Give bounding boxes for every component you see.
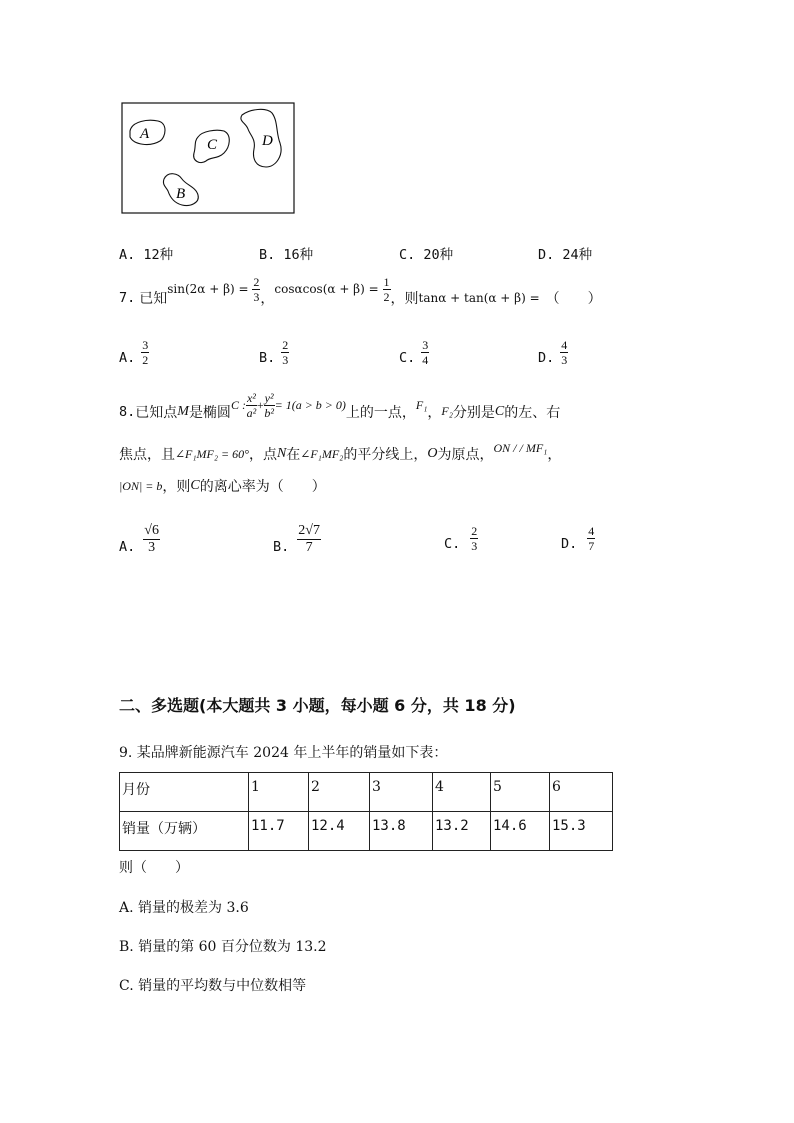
table-row — [120, 773, 613, 812]
q7-stem: 7. 已知 sin(2α + β) = $\frac{2}{3}$ ， cosαcos(α + β) = $\frac{1}{2}$ ，则 tanα + tan(α + β) = （ ） — [119, 275, 602, 307]
table-cell-month: 3 — [370, 773, 433, 812]
q9-then: 则（ ） — [119, 860, 189, 876]
q8-option-a: A. $\frac{√6}{3}$ — [119, 523, 159, 555]
table-cell-sales: 12.4 — [309, 812, 370, 851]
q7-cond1: sin(2α + β) = $\frac{2}{3}$ — [167, 275, 260, 304]
q7-number: 7. — [119, 289, 136, 306]
q8-option-d: D. $\frac{4}{7}$ — [561, 524, 595, 553]
q7-option-a: A. $\frac{3}{2}$ — [119, 338, 149, 367]
q7-prefix: 已知 — [139, 290, 168, 307]
q6-option-b: B. 16种 — [259, 247, 314, 263]
q6-option-c: C. 20种 — [399, 247, 454, 263]
table-cell-month: 6 — [550, 773, 613, 812]
table-cell-month: 1 — [249, 773, 309, 812]
table-row — [120, 812, 613, 851]
table-cell-sales: 13.8 — [370, 812, 433, 851]
q8-option-b: B. $\frac{2√7}{7}$ — [273, 523, 320, 555]
q9-option-c: C. 销量的平均数与中位数相等 — [119, 978, 307, 994]
q6-option-d: D. 24种 — [538, 247, 593, 263]
q8-line-2: 焦点，且 ∠F₁MF₂ = 60° ，点 N 在 ∠F₁MF₂ 的平分线上， O 为原点， ON / / MF₁ ， — [119, 440, 562, 463]
q8-option-c: C. $\frac{2}{3}$ — [444, 524, 478, 553]
q7-blank: （ ） — [545, 290, 602, 307]
q9-stem: 9. 某品牌新能源汽车 2024 年上半年的销量如下表： — [119, 745, 448, 761]
table-cell-sales-label: 销量（万辆） — [120, 812, 249, 851]
region-map-figure — [120, 101, 298, 215]
q8-ellipse-equation: C : $\frac{\text{x²}}{\text{a²}}$ + $\frac{\text{y²}}{\text{b²}}$ = 1(a > b > 0) — [230, 391, 346, 420]
section-2-title: 二、多选题(本大题共 3 小题，每小题 6 分，共 18 分) — [119, 696, 516, 715]
sales-table — [119, 772, 613, 851]
region-d-label: D — [262, 133, 273, 149]
q8-line-1: 8. 已知点 M 是椭圆 C : $\frac{\text{x²}}{\text{a²}}$ + $\frac{\text{y²}}{\text{b²}}$ = 1(a > b > 0) 上的一点， F₁ ， F₂ 分别是 C 的左、右 — [119, 391, 561, 421]
q7-expr: tanα + tan(α + β) = — [418, 290, 540, 305]
q6-option-a: A. 12种 — [119, 247, 174, 263]
table-cell-sales: 11.7 — [249, 812, 309, 851]
table-cell-sales: 15.3 — [550, 812, 613, 851]
q9-option-a: A. 销量的极差为 3.6 — [119, 900, 249, 916]
region-d-shape — [241, 109, 281, 167]
table-cell-month: 4 — [433, 773, 491, 812]
table-cell-sales: 13.2 — [433, 812, 491, 851]
table-cell-month: 2 — [309, 773, 370, 812]
q7-cond2: cosαcos(α + β) = $\frac{1}{2}$ — [274, 275, 390, 304]
table-cell-month-label: 月份 — [120, 773, 249, 812]
q8-line-3: |ON| = b ，则 C 的离心率为（ ） — [119, 478, 326, 495]
q7-option-c: C. $\frac{3}{4}$ — [399, 338, 429, 367]
region-c-label: C — [207, 137, 218, 153]
figure-frame — [122, 103, 294, 213]
q9-option-b: B. 销量的第 60 百分位数为 13.2 — [119, 939, 327, 955]
q7-option-d: D. $\frac{4}{3}$ — [538, 338, 568, 367]
q7-option-b: B. $\frac{2}{3}$ — [259, 338, 289, 367]
table-cell-sales: 14.6 — [491, 812, 550, 851]
table-cell-month: 5 — [491, 773, 550, 812]
region-b-label: B — [176, 186, 186, 202]
region-a-label: A — [140, 126, 150, 142]
